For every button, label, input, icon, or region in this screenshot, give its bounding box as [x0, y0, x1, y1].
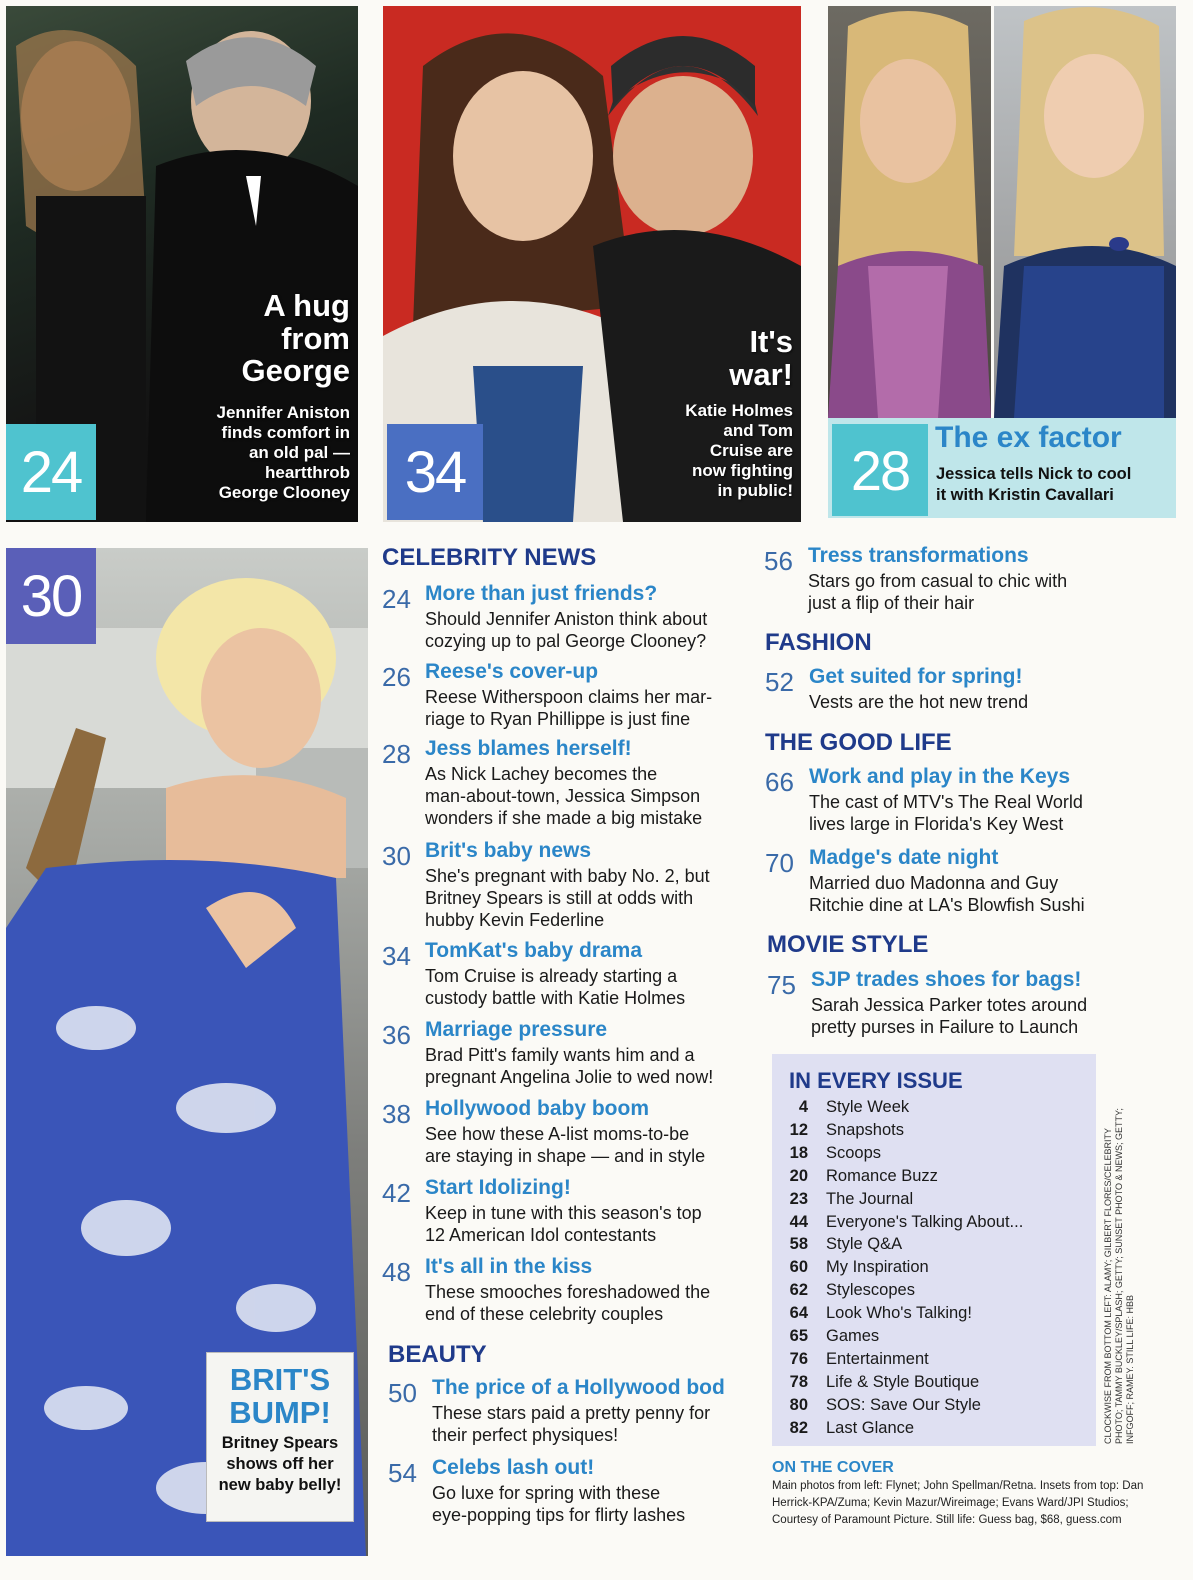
section-heading-fashion: FASHION — [765, 629, 872, 656]
entry-description — [425, 865, 710, 931]
every-issue-item[interactable] — [772, 1167, 1092, 1189]
page-number: 28 — [850, 438, 910, 502]
description-line: These stars paid a pretty penny for — [432, 1403, 711, 1423]
issue-page-number: 20 — [789, 1166, 808, 1185]
every-issue-item[interactable] — [772, 1350, 1092, 1372]
issue-label: Scoops — [826, 1143, 882, 1162]
page-number-34-box — [387, 424, 483, 520]
issue-page-number: 12 — [789, 1120, 808, 1139]
description-line: just a flip of their hair — [808, 593, 975, 613]
page-number: 34 — [404, 439, 466, 505]
desc-line: Cruise are — [709, 441, 793, 461]
entry-title[interactable]: Hollywood baby boom — [425, 1097, 649, 1120]
description-line: She's pregnant with baby No. 2, but — [425, 866, 710, 886]
on-the-cover-heading: ON THE COVER — [772, 1459, 894, 1476]
entry-page-number: 42 — [382, 1178, 411, 1208]
entry-title[interactable]: It's all in the kiss — [425, 1255, 593, 1278]
story-desc-hug — [150, 403, 350, 503]
issue-label: Last Glance — [826, 1418, 915, 1437]
entry-page-number: 36 — [382, 1020, 411, 1050]
title-line: George — [241, 353, 350, 389]
entry-title[interactable]: Marriage pressure — [425, 1018, 608, 1041]
desc-line: new baby belly! — [218, 1476, 342, 1494]
issue-label: The Journal — [826, 1189, 914, 1208]
entry-page-number: 66 — [765, 767, 794, 797]
section-heading-celebrity-news: CELEBRITY NEWS — [382, 544, 597, 571]
description-line: lives large in Florida's Key West — [809, 814, 1064, 834]
on-the-cover-credits — [772, 1478, 1143, 1529]
every-issue-item[interactable] — [772, 1235, 1092, 1257]
feature-desc — [207, 1433, 353, 1496]
issue-page-number: 64 — [789, 1304, 808, 1323]
description-line: custody battle with Katie Holmes — [425, 988, 686, 1008]
issue-label: Life & Style Boutique — [826, 1372, 980, 1391]
description-line: Brad Pitt's family wants him and a — [425, 1045, 695, 1065]
entry-page-number: 48 — [382, 1257, 411, 1287]
issue-page-number: 60 — [789, 1258, 808, 1277]
issue-label: Style Week — [826, 1098, 910, 1116]
credit-line: INFGOFF; RAMEY. STILL LIFE: HBB — [1125, 1294, 1135, 1444]
description-line: hubby Kevin Federline — [425, 910, 605, 930]
description-line: pregnant Angelina Jolie to wed now! — [425, 1067, 714, 1087]
page-number: 24 — [20, 439, 82, 505]
issue-label: My Inspiration — [826, 1258, 929, 1277]
credit-line: PHOTO; TAMMY BUCKLEY/SPLASH; GETTY; SUNSET PHOTO & NEWS; GETTY; — [1114, 1108, 1124, 1444]
entry-page-number: 50 — [388, 1378, 417, 1408]
every-issue-item[interactable] — [772, 1281, 1092, 1303]
description-line: Go luxe for spring with these — [432, 1483, 661, 1503]
entry-title[interactable]: Tress transformations — [808, 544, 1029, 567]
title-line: from — [281, 320, 350, 356]
desc-line: Britney Spears — [221, 1434, 339, 1452]
description-line: cozying up to pal George Clooney? — [425, 631, 707, 651]
story-title-hug[interactable] — [150, 290, 350, 388]
every-issue-item[interactable] — [772, 1396, 1092, 1418]
issue-page-number: 23 — [789, 1189, 808, 1208]
page-number-28-box — [832, 424, 928, 516]
entry-page-number: 52 — [765, 667, 794, 697]
entry-title[interactable]: Jess blames herself! — [425, 737, 632, 760]
entry-description — [425, 1202, 702, 1246]
desc-line: Jessica tells Nick to cool — [936, 465, 1132, 483]
issue-label: Everyone's Talking About... — [826, 1212, 1024, 1231]
desc-line: now fighting — [691, 461, 793, 481]
entry-description — [425, 608, 707, 652]
description-line: Ritchie dine at LA's Blowfish Sushi — [809, 895, 1085, 915]
entry-title[interactable]: Work and play in the Keys — [809, 765, 1071, 788]
issue-label: Snapshots — [826, 1120, 904, 1139]
entry-page-number: 24 — [382, 584, 411, 614]
description-line: man-about-town, Jessica Simpson — [425, 786, 701, 806]
entry-page-number: 26 — [382, 662, 411, 692]
every-issue-item[interactable] — [772, 1098, 1092, 1120]
entry-description — [425, 1281, 710, 1325]
entry-description — [432, 1402, 710, 1446]
every-issue-item[interactable] — [772, 1190, 1092, 1212]
every-issue-item[interactable] — [772, 1373, 1092, 1395]
desc-line: heartthrob — [265, 463, 350, 483]
entry-title[interactable]: TomKat's baby drama — [425, 939, 642, 962]
description-line: Keep in tune with this season's top — [425, 1203, 702, 1223]
entry-title[interactable]: The price of a Hollywood bod — [432, 1376, 725, 1399]
every-issue-list — [772, 1098, 1096, 1438]
description-line: As Nick Lachey becomes the — [425, 764, 658, 784]
issue-label: Style Q&A — [826, 1235, 903, 1254]
description-line: 12 American Idol contestants — [425, 1225, 657, 1245]
description-line: Tom Cruise is already starting a — [425, 966, 678, 986]
every-issue-item[interactable] — [772, 1121, 1092, 1143]
section-heading-beauty: BEAUTY — [388, 1341, 487, 1368]
entry-description — [425, 1044, 713, 1088]
every-issue-heading: IN EVERY ISSUE — [789, 1068, 963, 1093]
issue-page-number: 62 — [789, 1281, 808, 1300]
section-heading-movie-style: MOVIE STYLE — [767, 931, 929, 958]
issue-label: Look Who's Talking! — [826, 1304, 972, 1323]
toc-entry[interactable] — [388, 1456, 758, 1576]
entry-description — [809, 872, 1085, 916]
title-line: war! — [729, 356, 793, 392]
description-line: their perfect physiques! — [432, 1425, 619, 1445]
section-heading-good-life: THE GOOD LIFE — [765, 729, 952, 756]
every-issue-item[interactable] — [772, 1327, 1092, 1349]
photo-cavallari — [994, 6, 1176, 418]
entry-title[interactable]: Reese's cover-up — [425, 660, 599, 683]
issue-page-number: 80 — [789, 1395, 808, 1414]
desc-line: in public! — [717, 481, 793, 501]
issue-label: SOS: Save Our Style — [826, 1395, 981, 1414]
every-issue-item[interactable] — [772, 1213, 1092, 1235]
issue-page-number: 18 — [789, 1143, 808, 1162]
entry-page-number: 70 — [765, 848, 794, 878]
issue-label: Stylescopes — [826, 1281, 915, 1300]
issue-page-number: 44 — [789, 1212, 808, 1231]
credit-line: Courtesy of Paramount Picture. Still life: Guess bag, $68, guess.com — [772, 1514, 1122, 1526]
entry-page-number: 28 — [382, 739, 411, 769]
photo-simpson — [828, 6, 991, 418]
entry-description — [425, 763, 702, 829]
entry-description — [809, 691, 1028, 713]
description-line: Reese Witherspoon claims her mar- — [425, 687, 713, 707]
entry-title[interactable]: Brit's baby news — [425, 839, 592, 862]
description-line: end of these celebrity couples — [425, 1304, 664, 1324]
entry-title[interactable]: More than just friends? — [425, 582, 658, 605]
title-line: BUMP! — [229, 1395, 331, 1430]
story-title-war[interactable] — [633, 326, 793, 391]
description-line: Should Jennifer Aniston think about — [425, 609, 708, 629]
story-title-ex-factor[interactable]: The ex factor — [935, 421, 1122, 454]
issue-page-number: 78 — [789, 1372, 808, 1391]
entry-description — [425, 965, 685, 1009]
entry-description — [809, 791, 1083, 835]
title-line: A hug — [263, 288, 350, 323]
issue-label: Entertainment — [826, 1349, 929, 1368]
entry-description — [425, 1123, 705, 1167]
every-issue-item[interactable] — [772, 1419, 1092, 1441]
every-issue-item[interactable] — [772, 1258, 1092, 1280]
desc-line: Jennifer Aniston — [216, 403, 350, 422]
entry-page-number: 75 — [767, 970, 796, 1000]
credit-line: Herrick-KPA/Zuma; Kevin Mazur/Wireimage; Evans Ward/JPI Studios; — [772, 1497, 1129, 1509]
description-line: Married duo Madonna and Guy — [809, 873, 1059, 893]
description-line: pretty purses in Failure to Launch — [811, 1017, 1079, 1037]
desc-line: finds comfort in — [221, 423, 350, 443]
page-number-24-box — [6, 424, 96, 520]
every-issue-item[interactable] — [772, 1304, 1092, 1326]
issue-page-number: 65 — [789, 1327, 808, 1345]
entry-description — [432, 1482, 685, 1526]
every-issue-item[interactable] — [772, 1144, 1092, 1166]
story-desc-war — [633, 401, 793, 501]
entry-description — [808, 570, 1067, 614]
description-line: These smooches foreshadowed the — [425, 1282, 711, 1302]
entry-page-number: 30 — [382, 841, 411, 871]
desc-line: it with Kristin Cavallari — [936, 486, 1114, 504]
desc-line: shows off her — [226, 1455, 334, 1473]
entry-title[interactable]: Get suited for spring! — [809, 665, 1023, 688]
page-number-30-box — [6, 548, 96, 644]
page-number: 30 — [20, 563, 82, 629]
feature-callout-box[interactable] — [206, 1352, 354, 1522]
desc-line: George Clooney — [218, 483, 350, 503]
entry-page-number: 38 — [382, 1099, 411, 1129]
description-line: The cast of MTV's The Real World — [809, 792, 1083, 812]
issue-page-number: 58 — [789, 1235, 808, 1254]
description-line: Stars go from casual to chic with — [808, 571, 1068, 591]
description-line: Sarah Jessica Parker totes around — [811, 995, 1088, 1015]
description-line: wonders if she made a big mistake — [425, 808, 703, 828]
entry-title[interactable]: Celebs lash out! — [432, 1456, 595, 1479]
issue-label: Romance Buzz — [826, 1166, 938, 1185]
description-line: eye-popping tips for flirty lashes — [432, 1505, 686, 1525]
entry-title[interactable]: SJP trades shoes for bags! — [811, 968, 1082, 991]
entry-description — [811, 994, 1087, 1038]
description-line: are staying in shape — and in style — [425, 1146, 706, 1166]
story-desc-ex-factor — [936, 464, 1131, 506]
feature-title — [207, 1363, 353, 1429]
issue-page-number: 82 — [789, 1418, 808, 1437]
every-issue-box — [772, 1054, 1096, 1446]
title-line: BRIT'S — [229, 1362, 331, 1397]
desc-line: Katie Holmes — [685, 401, 793, 420]
entry-page-number: 56 — [764, 546, 793, 576]
credit-line: CLOCKWISE FROM BOTTOM LEFT: ALAMY; GILBERT FLORES/CELEBRITY — [1103, 1128, 1113, 1444]
photo-credits-vertical — [1103, 1064, 1136, 1444]
issue-page-number: 76 — [789, 1349, 808, 1368]
issue-page-number: 4 — [798, 1098, 808, 1116]
issue-label: Games — [826, 1327, 880, 1345]
entry-page-number: 54 — [388, 1458, 417, 1488]
credit-line: Main photos from left: Flynet; John Spellman/Retna. Insets from top: Dan — [772, 1480, 1144, 1492]
description-line: riage to Ryan Phillippe is just fine — [425, 709, 691, 729]
entry-title[interactable]: Start Idolizing! — [425, 1176, 571, 1199]
entry-page-number: 34 — [382, 941, 411, 971]
title-line: It's — [749, 324, 793, 359]
entry-description — [425, 686, 712, 730]
desc-line: and Tom — [723, 421, 793, 441]
desc-line: an old pal — — [248, 443, 350, 463]
description-line: Britney Spears is still at odds with — [425, 888, 694, 908]
entry-title[interactable]: Madge's date night — [809, 846, 999, 869]
description-line: See how these A-list moms-to-be — [425, 1124, 690, 1144]
description-line: Vests are the hot new trend — [809, 692, 1029, 712]
